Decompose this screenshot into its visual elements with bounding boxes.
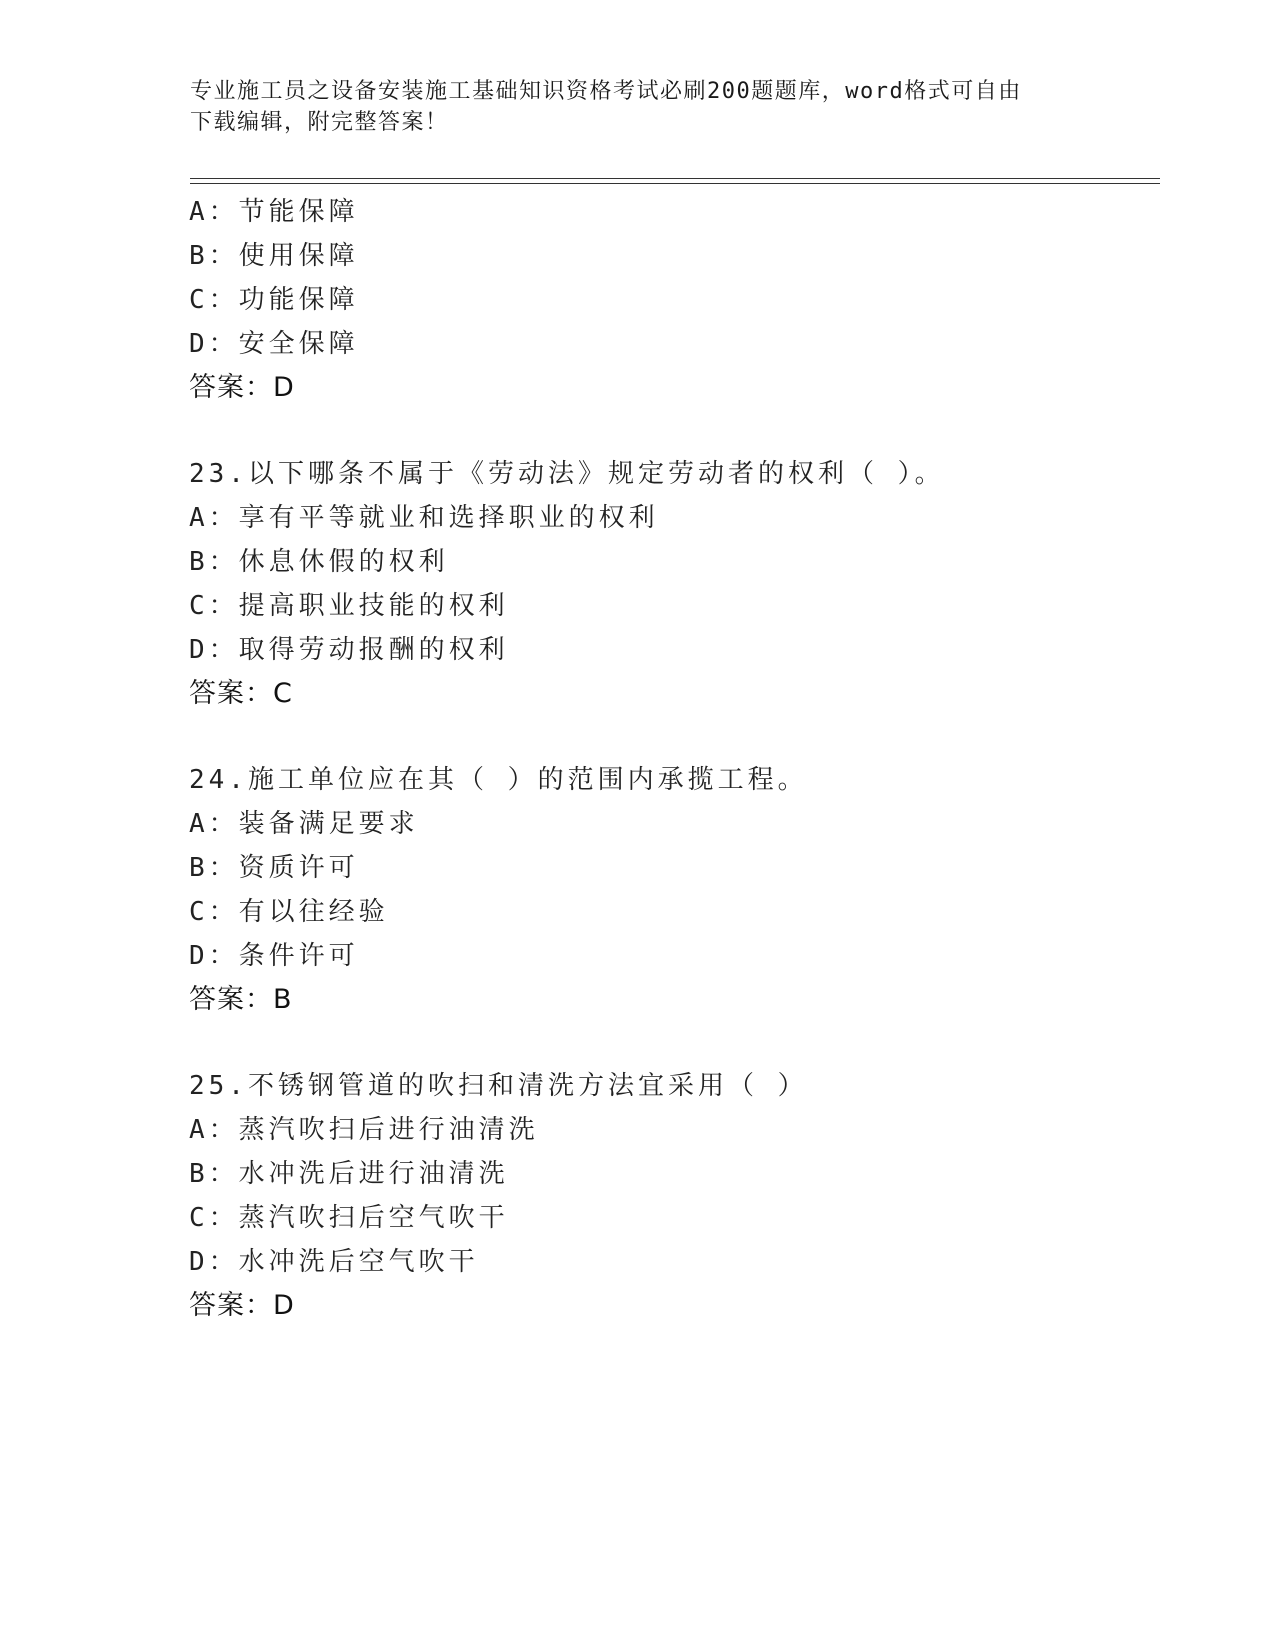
- question-24: 24.施工单位应在其（ ）的范围内承揽工程。: [189, 765, 808, 795]
- answer: 答案：C: [189, 678, 293, 709]
- option-b: B：水冲洗后进行油清洗: [189, 1159, 509, 1189]
- option-a: A：蒸汽吹扫后进行油清洗: [189, 1115, 539, 1145]
- option-c: C：蒸汽吹扫后空气吹干: [189, 1203, 509, 1233]
- option-c: C：功能保障: [189, 285, 359, 315]
- option-c: C：有以往经验: [189, 897, 389, 927]
- option-a: A：装备满足要求: [189, 809, 419, 839]
- option-d: D：条件许可: [189, 941, 359, 971]
- header-divider-bottom: [190, 183, 1160, 184]
- option-d: D：水冲洗后空气吹干: [189, 1247, 479, 1277]
- option-d: D：取得劳动报酬的权利: [189, 635, 509, 665]
- option-d: D：安全保障: [189, 329, 359, 359]
- question-23: 23.以下哪条不属于《劳动法》规定劳动者的权利（ ）。: [189, 459, 945, 489]
- header-line-1: 专业施工员之设备安装施工基础知识资格考试必刷200题题库，word格式可自由: [190, 79, 1022, 104]
- option-b: B：资质许可: [189, 853, 359, 883]
- option-a: A：享有平等就业和选择职业的权利: [189, 503, 659, 533]
- answer: 答案：D: [189, 1290, 295, 1321]
- option-b: B：使用保障: [189, 241, 359, 271]
- option-c: C：提高职业技能的权利: [189, 591, 509, 621]
- document-header: [190, 76, 1090, 138]
- option-b: B：休息休假的权利: [189, 547, 449, 577]
- header-line-2: 下载编辑，附完整答案！: [190, 110, 449, 135]
- question-25: 25.不锈钢管道的吹扫和清洗方法宜采用（ ）: [189, 1071, 808, 1101]
- header-divider-top: [190, 178, 1160, 179]
- answer: 答案：D: [189, 372, 295, 403]
- option-a: A：节能保障: [189, 197, 359, 227]
- answer: 答案：B: [189, 984, 293, 1015]
